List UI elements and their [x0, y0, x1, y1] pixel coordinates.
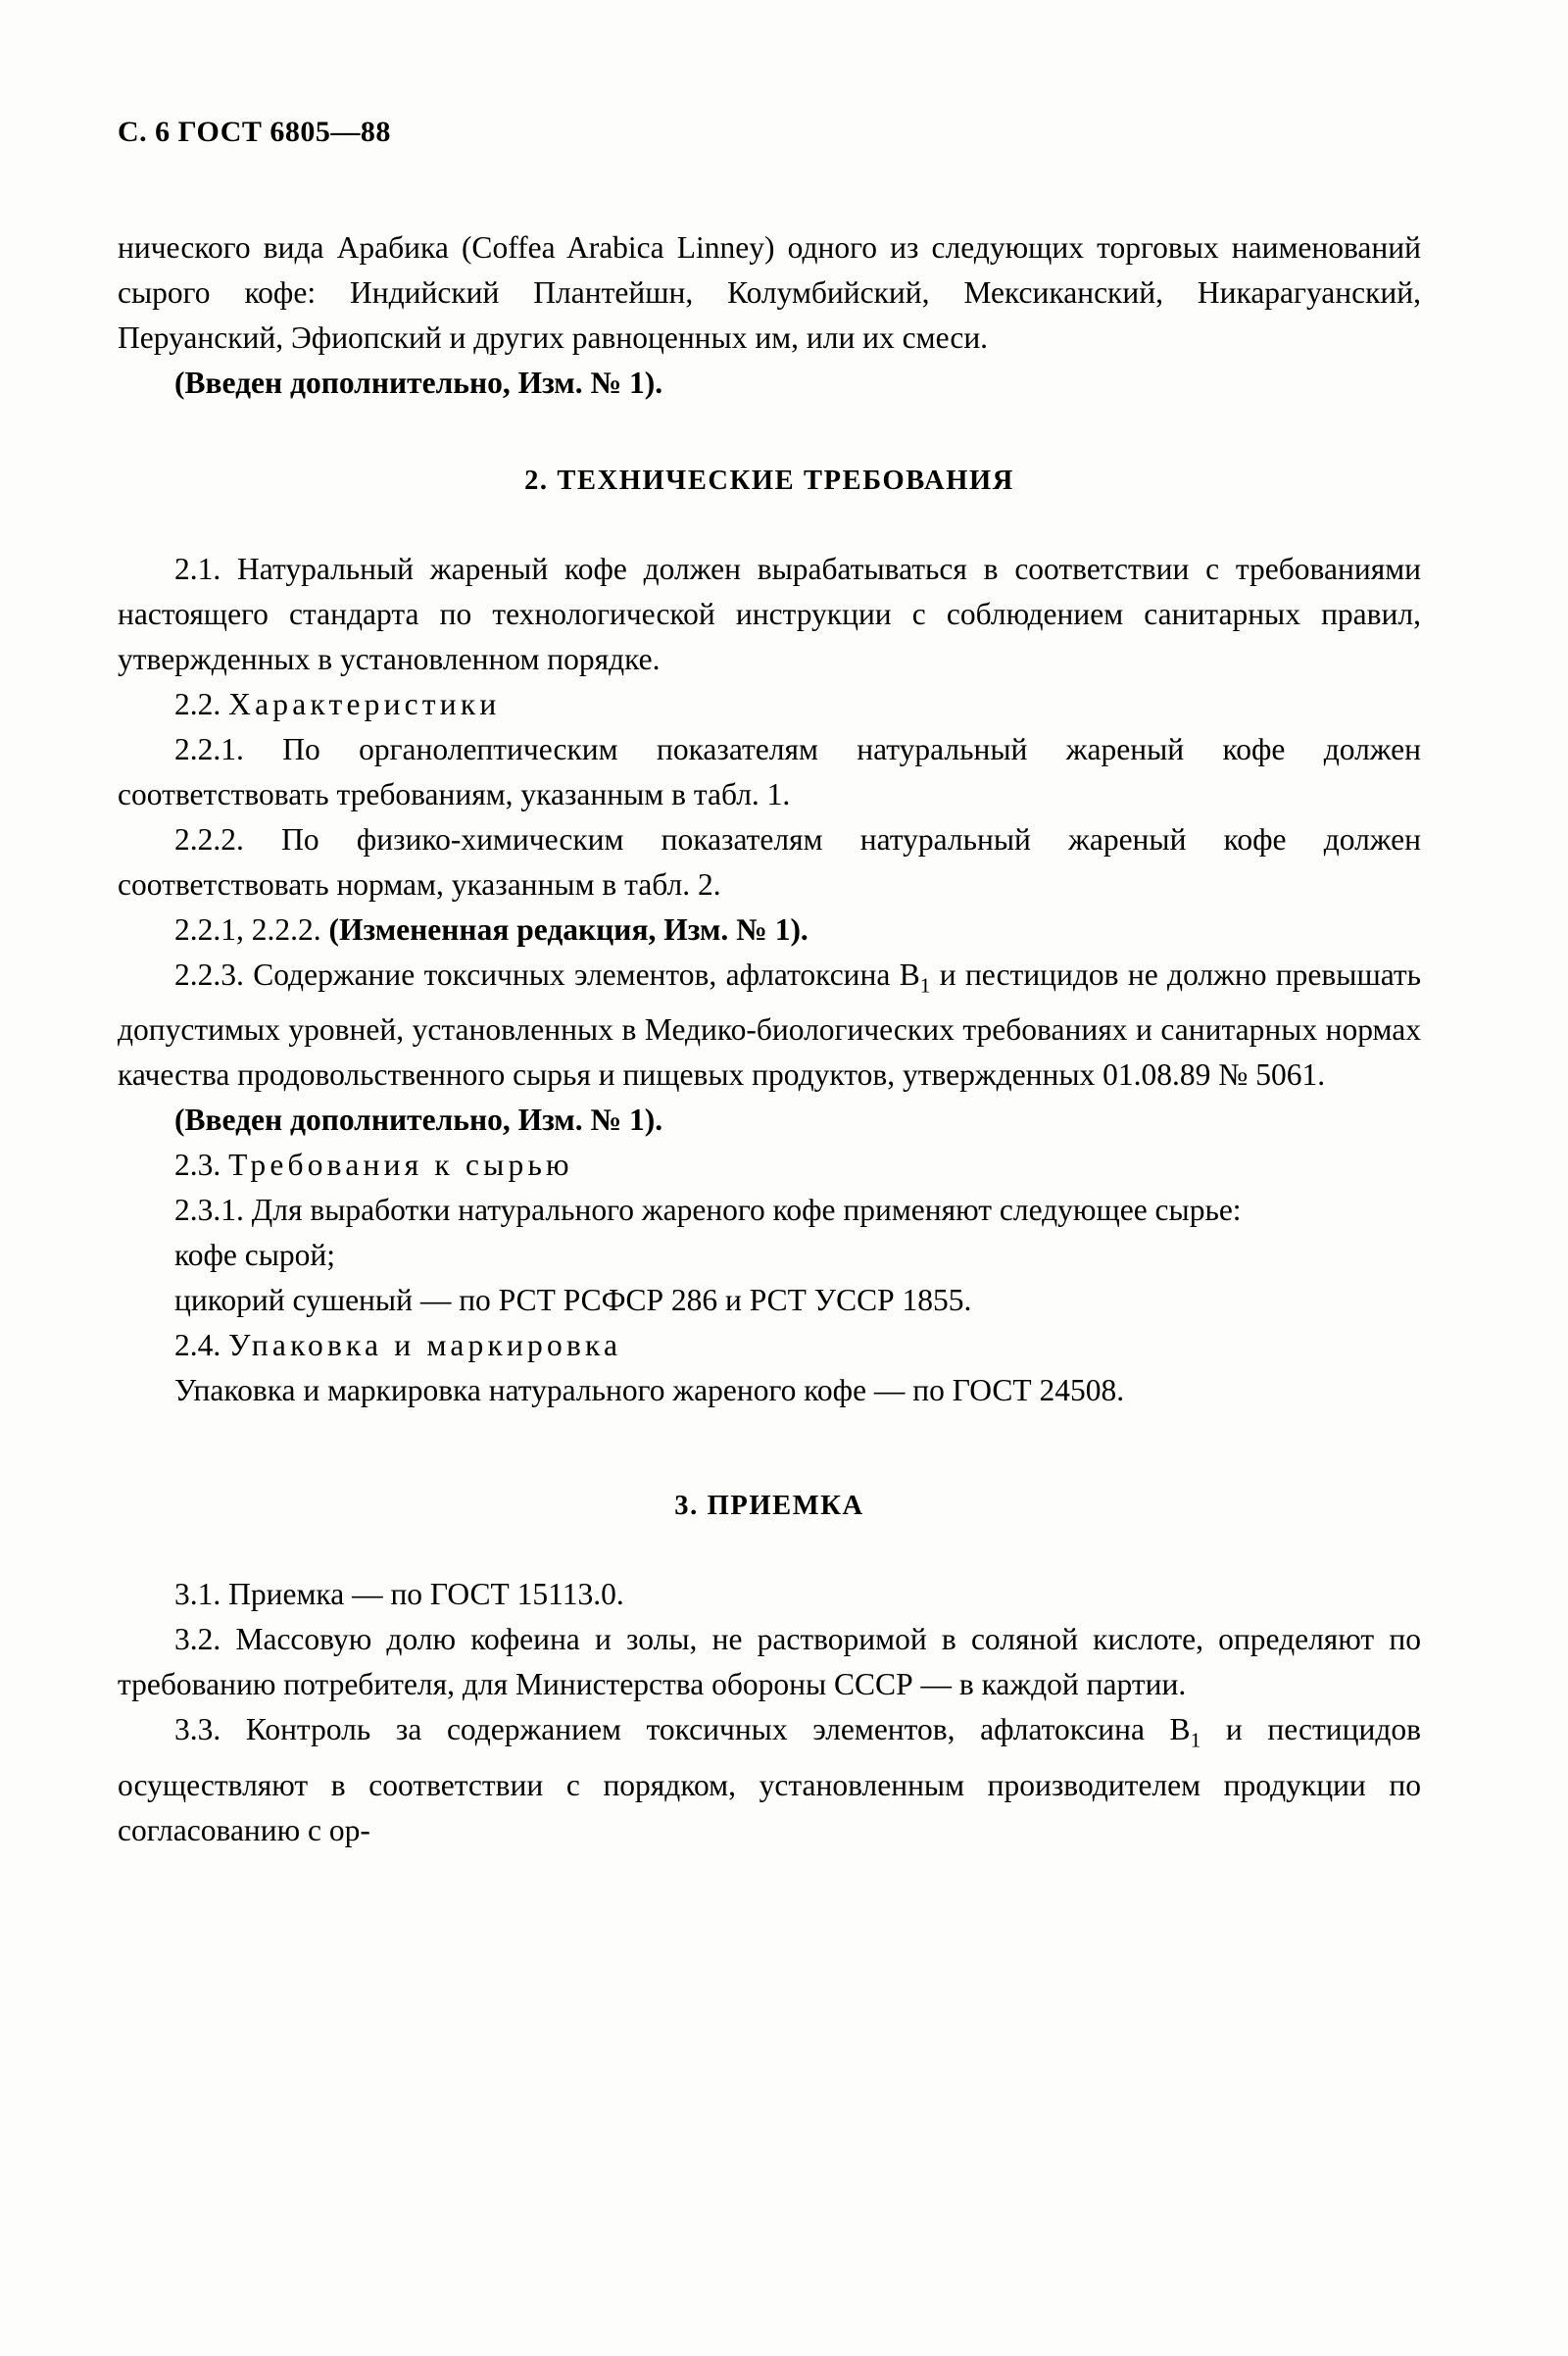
section-heading-acceptance: 3. ПРИЕМКА — [674, 1491, 864, 1522]
paragraph-2-1: 2.1. Натуральный жареный кофе должен вырабатываться в соответствии с требованиями настоящего стандарта по технологической инструкции с соблюдением санитарных правил, утвержденных в установленном порядке. — [118, 552, 1421, 676]
document-body — [118, 225, 1421, 1853]
heading-2-4-text: Упаковка и маркировка — [228, 1328, 622, 1363]
heading-2-4-number: 2.4. — [174, 1328, 221, 1363]
page-header — [118, 116, 1421, 149]
heading-2-3 — [118, 1143, 1421, 1188]
paragraph-3-2: 3.2. Массовую долю кофеина и золы, не растворимой в соляной кислоте, определяют по требованию потребителя, для Министерства обороны СССР — в каждой партии. — [118, 1622, 1421, 1702]
note-revised-edition-text: (Измененная редакция, Изм. № 1). — [328, 912, 808, 947]
standard-designation: ГОСТ 6805—88 — [177, 116, 391, 148]
paragraph-2-2-2: 2.2.2. По физико-химическим показателям натуральный жареный кофе должен соответствовать нормам, указанным в табл. 2. — [118, 822, 1421, 902]
paragraph-2-2-3-part1: 2.2.3. Содержание токсичных элементов, афлатоксина В — [174, 957, 920, 992]
paragraph-3-3-part2: и пестицидов осуществляют в соответствии с порядком, установленным производителем продукции по согласованию с ор- — [118, 1712, 1421, 1847]
paragraph-3-3 — [118, 1707, 1421, 1852]
paragraph-2-3-1: 2.3.1. Для выработки натурального жареного кофе применяют следующее сырье: — [174, 1193, 1242, 1228]
heading-2-2 — [118, 682, 1421, 727]
paragraph-3-3-part1: 3.3. Контроль за содержанием токсичных элементов, афлатоксина В — [174, 1712, 1191, 1747]
paragraph-2-2-3 — [118, 953, 1421, 1098]
note-revised-edition-refs: 2.2.1, 2.2.2. — [174, 912, 329, 947]
heading-2-3-number: 2.3. — [174, 1148, 221, 1183]
heading-2-3-text: Требования к сырью — [228, 1148, 573, 1183]
note-introduced-additionally-1: (Введен дополнительно, Изм. № 1). — [174, 366, 663, 400]
heading-2-2-number: 2.2. — [174, 687, 221, 721]
paragraph-2-2-3-subscript: 1 — [919, 973, 931, 998]
note-revised-edition — [118, 908, 1421, 953]
raw-material-item-1: кофе сырой; — [174, 1238, 335, 1273]
paragraph-2-2-3-part2: и пестицидов не должно превышать допустимых уровней, установленных в Медико-биологических требованиях и санитарных нормах качества продовольственного сырья и пищевых продуктов, утвержденных 01.08.89 № 5061. — [118, 957, 1422, 1093]
raw-material-item-2: цикорий сушеный — по РСТ РСФСР 286 и РСТ УССР 1855. — [174, 1283, 972, 1318]
paragraph-opening: нического вида Арабика (Coffea Arabica Linney) одного из следующих торговых наименований сырого кофе: Индийский Плантейшн, Колумбийский, Мексиканский, Никарагуанский, Перуанский, Эфиопский и других равноценных им, или их смеси. — [118, 230, 1421, 355]
paragraph-2-4-body: Упаковка и маркировка натурального жареного кофе — по ГОСТ 24508. — [174, 1373, 1125, 1408]
paragraph-3-3-subscript: 1 — [1190, 1728, 1201, 1752]
heading-2-4 — [118, 1323, 1421, 1368]
heading-2-2-text: Характеристики — [228, 687, 501, 721]
section-heading-technical-requirements: 2. ТЕХНИЧЕСКИЕ ТРЕБОВАНИЯ — [524, 466, 1014, 496]
page-number: С. 6 — [118, 116, 171, 148]
paragraph-3-1: 3.1. Приемка — по ГОСТ 15113.0. — [174, 1577, 624, 1612]
note-introduced-additionally-2: (Введен дополнительно, Изм. № 1). — [174, 1103, 663, 1138]
paragraph-2-2-1: 2.2.1. По органолептическим показателям натуральный жареный кофе должен соответствовать требованиям, указанным в табл. 1. — [118, 732, 1421, 811]
